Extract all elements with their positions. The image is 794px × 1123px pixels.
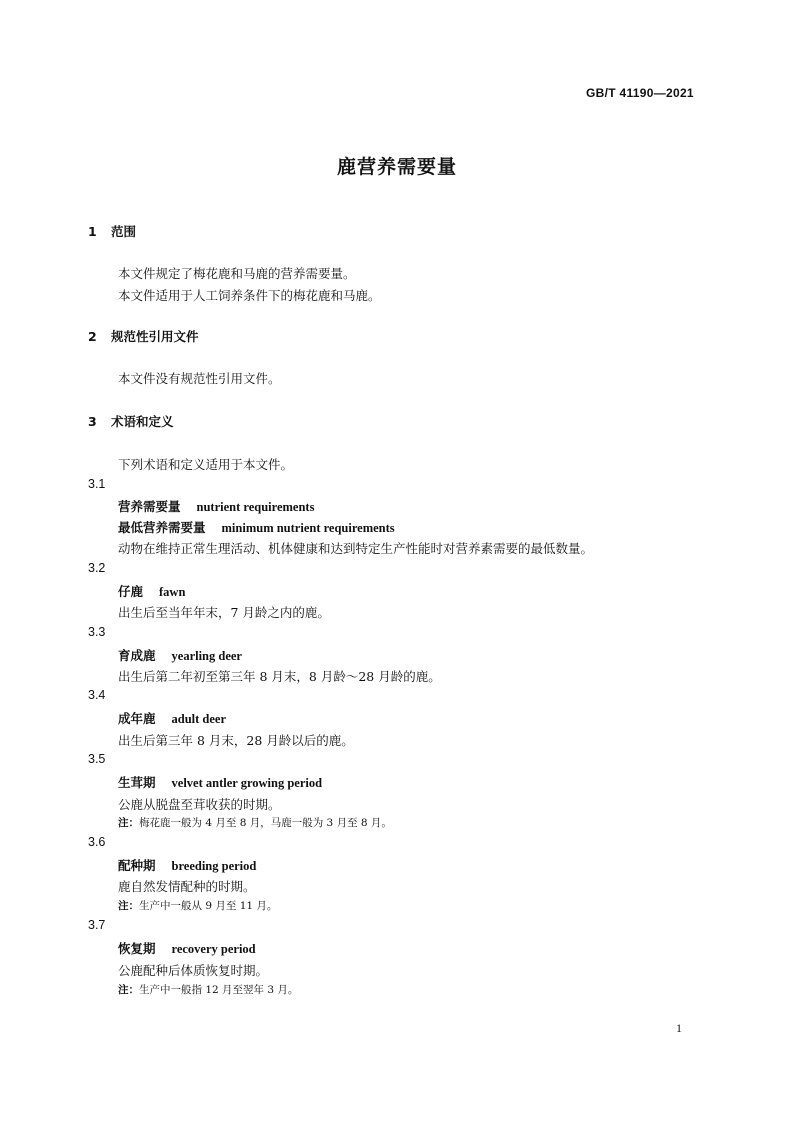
section-title: 范围: [111, 224, 137, 239]
term-zh: 恢复期: [118, 941, 156, 956]
term-en: recovery period: [171, 942, 256, 956]
term-definition: 公鹿从脱盘至茸收获的时期。: [118, 797, 281, 812]
term-heading: [118, 646, 242, 664]
section-2-heading: [88, 327, 199, 345]
term-definition: 动物在维持正常生理活动、机体健康和达到特定生产性能时对营养素需要的最低数量。: [118, 541, 594, 556]
term-heading-admitted: [118, 518, 395, 536]
standard-number: GB/T 41190—2021: [586, 86, 694, 100]
term-en: adult deer: [171, 712, 227, 726]
term-zh: 营养需要量: [118, 499, 181, 514]
section-1-heading: [88, 222, 136, 240]
section-number: 3: [88, 414, 97, 429]
term-zh: 生茸期: [118, 775, 156, 790]
term-heading: [118, 773, 322, 791]
paragraph: 本文件规定了梅花鹿和马鹿的营养需要量。: [118, 266, 356, 281]
term-number: 3.1: [88, 477, 106, 491]
term-definition: 出生后至当年年末，7 月龄之内的鹿。: [118, 605, 330, 620]
term-note: [118, 898, 277, 913]
term-number: 3.7: [88, 918, 106, 932]
term-definition: 鹿自然发情配种的时期。: [118, 879, 256, 894]
term-en: velvet antler growing period: [171, 776, 323, 790]
term-number: 3.2: [88, 561, 106, 575]
term-zh: 成年鹿: [118, 711, 156, 726]
term-number: 3.3: [88, 625, 106, 639]
note-label: 注：: [118, 817, 139, 829]
term-note: [118, 815, 392, 830]
section-title: 规范性引用文件: [111, 329, 199, 344]
note-text: 生产中一般指 12 月至翌年 3 月。: [139, 984, 299, 996]
term-number: 3.4: [88, 688, 106, 702]
term-definition: 出生后第三年 8 月末，28 月龄以后的鹿。: [118, 733, 354, 748]
note-label: 注：: [118, 984, 139, 996]
term-en: fawn: [159, 585, 186, 599]
section-number: 1: [88, 224, 97, 239]
term-heading: [118, 582, 185, 600]
term-zh: 最低营养需要量: [118, 520, 206, 535]
paragraph: 本文件没有规范性引用文件。: [118, 371, 281, 386]
term-en: nutrient requirements: [196, 500, 315, 514]
paragraph: 下列术语和定义适用于本文件。: [118, 457, 294, 472]
page-number: 1: [676, 1021, 682, 1035]
term-note: [118, 982, 298, 997]
section-3-heading: [88, 412, 174, 430]
document-title: 鹿营养需要量: [336, 156, 457, 178]
term-heading: [118, 856, 256, 874]
term-zh: 仔鹿: [118, 584, 144, 599]
paragraph: 本文件适用于人工饲养条件下的梅花鹿和马鹿。: [118, 288, 381, 303]
term-en: minimum nutrient requirements: [221, 521, 395, 535]
term-number: 3.5: [88, 752, 106, 766]
section-title: 术语和定义: [111, 414, 174, 429]
term-en: breeding period: [171, 859, 257, 873]
note-text: 梅花鹿一般为 4 月至 8 月，马鹿一般为 3 月至 8 月。: [139, 817, 392, 829]
term-heading: [118, 939, 256, 957]
note-text: 生产中一般从 9 月至 11 月。: [139, 900, 278, 912]
note-label: 注：: [118, 900, 139, 912]
term-zh: 配种期: [118, 858, 156, 873]
term-heading: [118, 709, 226, 727]
term-number: 3.6: [88, 835, 106, 849]
term-heading: [118, 497, 314, 515]
term-zh: 育成鹿: [118, 648, 156, 663]
term-definition: 公鹿配种后体质恢复时期。: [118, 963, 269, 978]
term-en: yearling deer: [171, 649, 242, 663]
section-number: 2: [88, 329, 97, 344]
term-definition: 出生后第二年初至第三年 8 月末，8 月龄～28 月龄的鹿。: [118, 669, 441, 684]
